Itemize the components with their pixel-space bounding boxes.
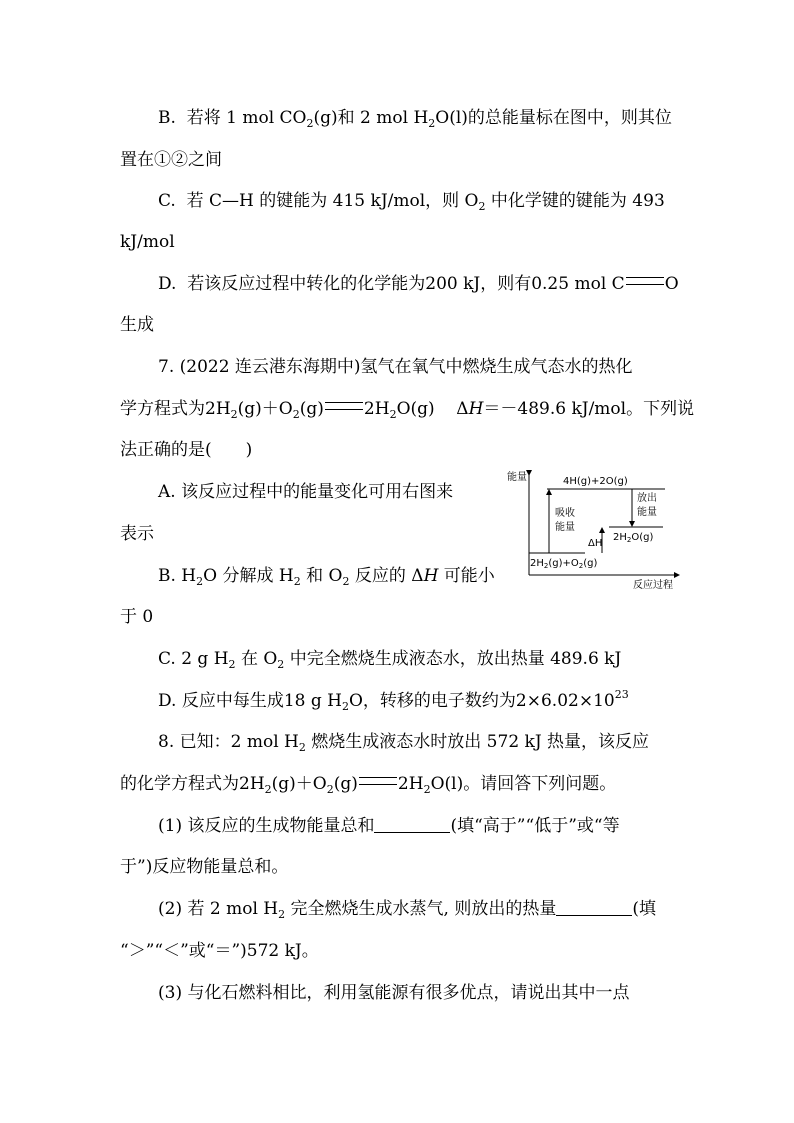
- q8-part1-cont: 于”)反应物能量总和。: [120, 857, 289, 877]
- reaction-equals-sign: [359, 777, 397, 785]
- option-c-q6: C. 若 C—H 的键能为 415 kJ/mol，则 $O_2$ 中化学键的键能为 493: [158, 191, 665, 213]
- level-mid-label: $2H_2O(g)$: [613, 532, 654, 544]
- x-axis-label: 反应过程: [633, 580, 673, 591]
- q8-part2-cont: “＞”“＜”或“＝”)572 kJ。: [120, 941, 319, 961]
- q7-stem-line3: 法正确的是( ): [120, 440, 253, 460]
- q8-stem-line2: 的化学方程式为$2H_2(g)+O_2(g)$ $2H_2O(l)$。请回答下列问题。: [120, 774, 617, 796]
- q7-stem-line2: 学方程式为$2H_2(g)+O_2(g)$ $2H_2O(g)$ ΔH＝－489.6 kJ/mol。下列说: [120, 399, 695, 421]
- y-axis-label: 能量: [507, 472, 527, 483]
- q7-option-d: D. 反应中每生成18 g $H_2O$，转移的电子数约为$2\times 6.02\times 10^{23}$: [158, 688, 629, 713]
- option-b-q6: B. 若将 1 mol $CO_2(g)$和 2 mol $H_2O(l)$的总能量标在图中，则其位: [158, 108, 672, 130]
- option-c-q6-cont: kJ/mol: [120, 232, 175, 252]
- q7-option-a-cont: 表示: [120, 524, 154, 544]
- release-label-1: 放出: [637, 493, 657, 504]
- level-top-label: 4H(g)+2O(g): [563, 476, 628, 487]
- q7-option-b: B. $H_2O$ 分解成 $H_2$ 和 $O_2$ 反应的 ΔH 可能小: [158, 566, 495, 588]
- q8-part2: (2) 若 2 mol $H_2$ 完全燃烧生成水蒸气, 则放出的热量 (填: [158, 899, 656, 921]
- absorb-label-1: 吸收: [555, 508, 575, 519]
- energy-diagram: [505, 470, 683, 594]
- reaction-equals-sign: [325, 402, 363, 410]
- q7-option-c: C. 2 g $H_2$ 在 $O_2$ 中完全燃烧生成液态水，放出热量 489.6 kJ: [158, 649, 622, 671]
- q7-stem-line1: 7. (2022 连云港东海期中)氢气在氧气中燃烧生成气态水的热化: [158, 357, 633, 377]
- answer-blank-2[interactable]: [556, 899, 632, 916]
- option-b-q6-cont: 置在①②之间: [120, 150, 222, 170]
- level-bottom-label: $2H_2(g)+O_2(g)$: [530, 558, 598, 570]
- delta-h-label: ΔH: [588, 538, 603, 549]
- option-d-q6-cont: 生成: [120, 315, 154, 335]
- double-bond-sign: [626, 277, 664, 285]
- q8-part3: (3) 与化石燃料相比，利用氢能源有很多优点，请说出其中一点: [158, 983, 630, 1003]
- q7-option-b-cont: 于 0: [120, 607, 154, 627]
- answer-blank-1[interactable]: [374, 816, 450, 833]
- release-label-2: 能量: [637, 507, 657, 518]
- absorb-label-2: 能量: [555, 522, 575, 533]
- q8-part1: (1) 该反应的生成物能量总和 (填“高于”“低于”或“等: [158, 816, 620, 836]
- option-d-q6: D. 若该反应过程中转化的化学能为200 kJ，则有0.25 mol C O: [158, 274, 679, 294]
- q7-option-a: A. 该反应过程中的能量变化可用右图来: [158, 482, 454, 502]
- q8-stem-line1: 8. 已知：2 mol $H_2$ 燃烧生成液态水时放出 572 kJ 热量，该反应: [158, 732, 650, 754]
